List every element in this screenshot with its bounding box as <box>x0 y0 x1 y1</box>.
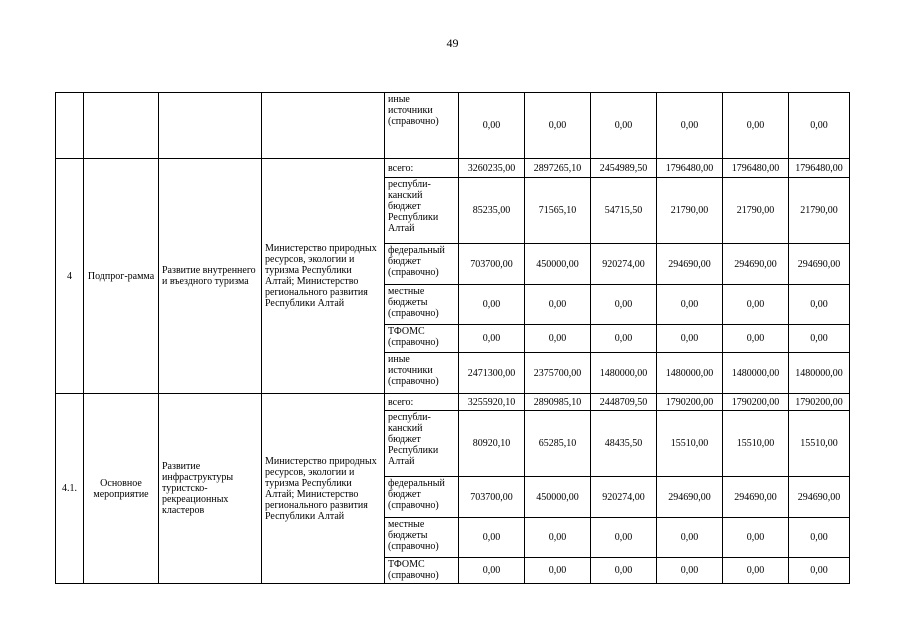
value-cell: 80920,10 <box>459 411 525 477</box>
value-cell: 2454989,50 <box>591 159 657 178</box>
empty-cell <box>262 93 385 159</box>
value-cell: 3260235,00 <box>459 159 525 178</box>
value-cell: 1480000,00 <box>657 353 723 394</box>
value-cell: 0,00 <box>723 558 789 584</box>
value-cell: 0,00 <box>723 93 789 159</box>
row-number: 4 <box>56 159 84 394</box>
value-cell: 920274,00 <box>591 244 657 285</box>
value-cell: 1480000,00 <box>591 353 657 394</box>
budget-table <box>55 92 850 584</box>
value-cell: 703700,00 <box>459 244 525 285</box>
value-cell: 450000,00 <box>525 477 591 518</box>
value-cell: 0,00 <box>657 93 723 159</box>
value-cell: 0,00 <box>789 93 850 159</box>
value-cell: 1790200,00 <box>657 394 723 411</box>
value-cell: 1480000,00 <box>723 353 789 394</box>
value-cell: 21790,00 <box>723 178 789 244</box>
value-cell: 920274,00 <box>591 477 657 518</box>
value-cell: 294690,00 <box>657 244 723 285</box>
value-cell: 0,00 <box>459 558 525 584</box>
funding-source: федеральный бюджет (справочно) <box>385 477 459 518</box>
value-cell: 2375700,00 <box>525 353 591 394</box>
value-cell: 0,00 <box>591 93 657 159</box>
value-cell: 1790200,00 <box>723 394 789 411</box>
value-cell: 0,00 <box>657 325 723 353</box>
value-cell: 450000,00 <box>525 244 591 285</box>
value-cell: 15510,00 <box>789 411 850 477</box>
value-cell: 0,00 <box>723 285 789 325</box>
value-cell: 0,00 <box>723 518 789 558</box>
value-cell: 0,00 <box>459 518 525 558</box>
empty-cell <box>84 93 159 159</box>
table-row <box>56 159 850 178</box>
value-cell: 0,00 <box>657 558 723 584</box>
row-number: 4.1. <box>56 394 84 584</box>
funding-source: ТФОМС (справочно) <box>385 558 459 584</box>
value-cell: 0,00 <box>657 518 723 558</box>
value-cell: 0,00 <box>789 518 850 558</box>
empty-cell <box>56 93 84 159</box>
funding-source: местные бюджеты (справочно) <box>385 285 459 325</box>
program-name: Развитие инфраструктуры туристско-рекреационных кластеров <box>159 394 262 584</box>
program-name: Развитие внутреннего и въездного туризма <box>159 159 262 394</box>
empty-cell <box>159 93 262 159</box>
value-cell: 0,00 <box>789 558 850 584</box>
funding-source: ТФОМС (справочно) <box>385 325 459 353</box>
table-row <box>56 93 850 159</box>
value-cell: 0,00 <box>591 325 657 353</box>
value-cell: 2897265,10 <box>525 159 591 178</box>
value-cell: 3255920,10 <box>459 394 525 411</box>
value-cell: 21790,00 <box>657 178 723 244</box>
program-executor: Министерство природных ресурсов, экологии и туризма Республики Алтай; Министерство регионального развития Республики Алтай <box>262 394 385 584</box>
value-cell: 0,00 <box>525 518 591 558</box>
value-cell: 1796480,00 <box>657 159 723 178</box>
value-cell: 85235,00 <box>459 178 525 244</box>
value-cell: 294690,00 <box>789 244 850 285</box>
value-cell: 1480000,00 <box>789 353 850 394</box>
value-cell: 0,00 <box>591 518 657 558</box>
value-cell: 294690,00 <box>657 477 723 518</box>
funding-source: федеральный бюджет (справочно) <box>385 244 459 285</box>
value-cell: 0,00 <box>459 93 525 159</box>
value-cell: 0,00 <box>789 325 850 353</box>
value-cell: 0,00 <box>459 325 525 353</box>
table-row <box>56 394 850 411</box>
value-cell: 0,00 <box>525 558 591 584</box>
value-cell: 21790,00 <box>789 178 850 244</box>
value-cell: 0,00 <box>723 325 789 353</box>
value-cell: 294690,00 <box>789 477 850 518</box>
funding-source: местные бюджеты (справочно) <box>385 518 459 558</box>
program-status: Основное мероприятие <box>84 394 159 584</box>
funding-source: иные источники (справочно) <box>385 93 459 159</box>
value-cell: 0,00 <box>591 285 657 325</box>
value-cell: 0,00 <box>525 285 591 325</box>
value-cell: 0,00 <box>657 285 723 325</box>
value-cell: 0,00 <box>525 93 591 159</box>
value-cell: 0,00 <box>789 285 850 325</box>
value-cell: 0,00 <box>459 285 525 325</box>
value-cell: 2448709,50 <box>591 394 657 411</box>
funding-source: республи-канский бюджет Республики Алтай <box>385 178 459 244</box>
page-number: 49 <box>446 36 459 50</box>
value-cell: 1790200,00 <box>789 394 850 411</box>
value-cell: 0,00 <box>525 325 591 353</box>
program-executor: Министерство природных ресурсов, экологии и туризма Республики Алтай; Министерство регионального развития Республики Алтай <box>262 159 385 394</box>
program-status: Подпрог-рамма <box>84 159 159 394</box>
value-cell: 48435,50 <box>591 411 657 477</box>
value-cell: 294690,00 <box>723 477 789 518</box>
funding-source: иные источники (справочно) <box>385 353 459 394</box>
value-cell: 15510,00 <box>657 411 723 477</box>
value-cell: 2471300,00 <box>459 353 525 394</box>
value-cell: 2890985,10 <box>525 394 591 411</box>
value-cell: 294690,00 <box>723 244 789 285</box>
funding-source: всего: <box>385 159 459 178</box>
value-cell: 1796480,00 <box>789 159 850 178</box>
value-cell: 0,00 <box>591 558 657 584</box>
value-cell: 15510,00 <box>723 411 789 477</box>
funding-source: всего: <box>385 394 459 411</box>
value-cell: 54715,50 <box>591 178 657 244</box>
funding-source: республи-канский бюджет Республики Алтай <box>385 411 459 477</box>
value-cell: 1796480,00 <box>723 159 789 178</box>
value-cell: 703700,00 <box>459 477 525 518</box>
value-cell: 65285,10 <box>525 411 591 477</box>
value-cell: 71565,10 <box>525 178 591 244</box>
